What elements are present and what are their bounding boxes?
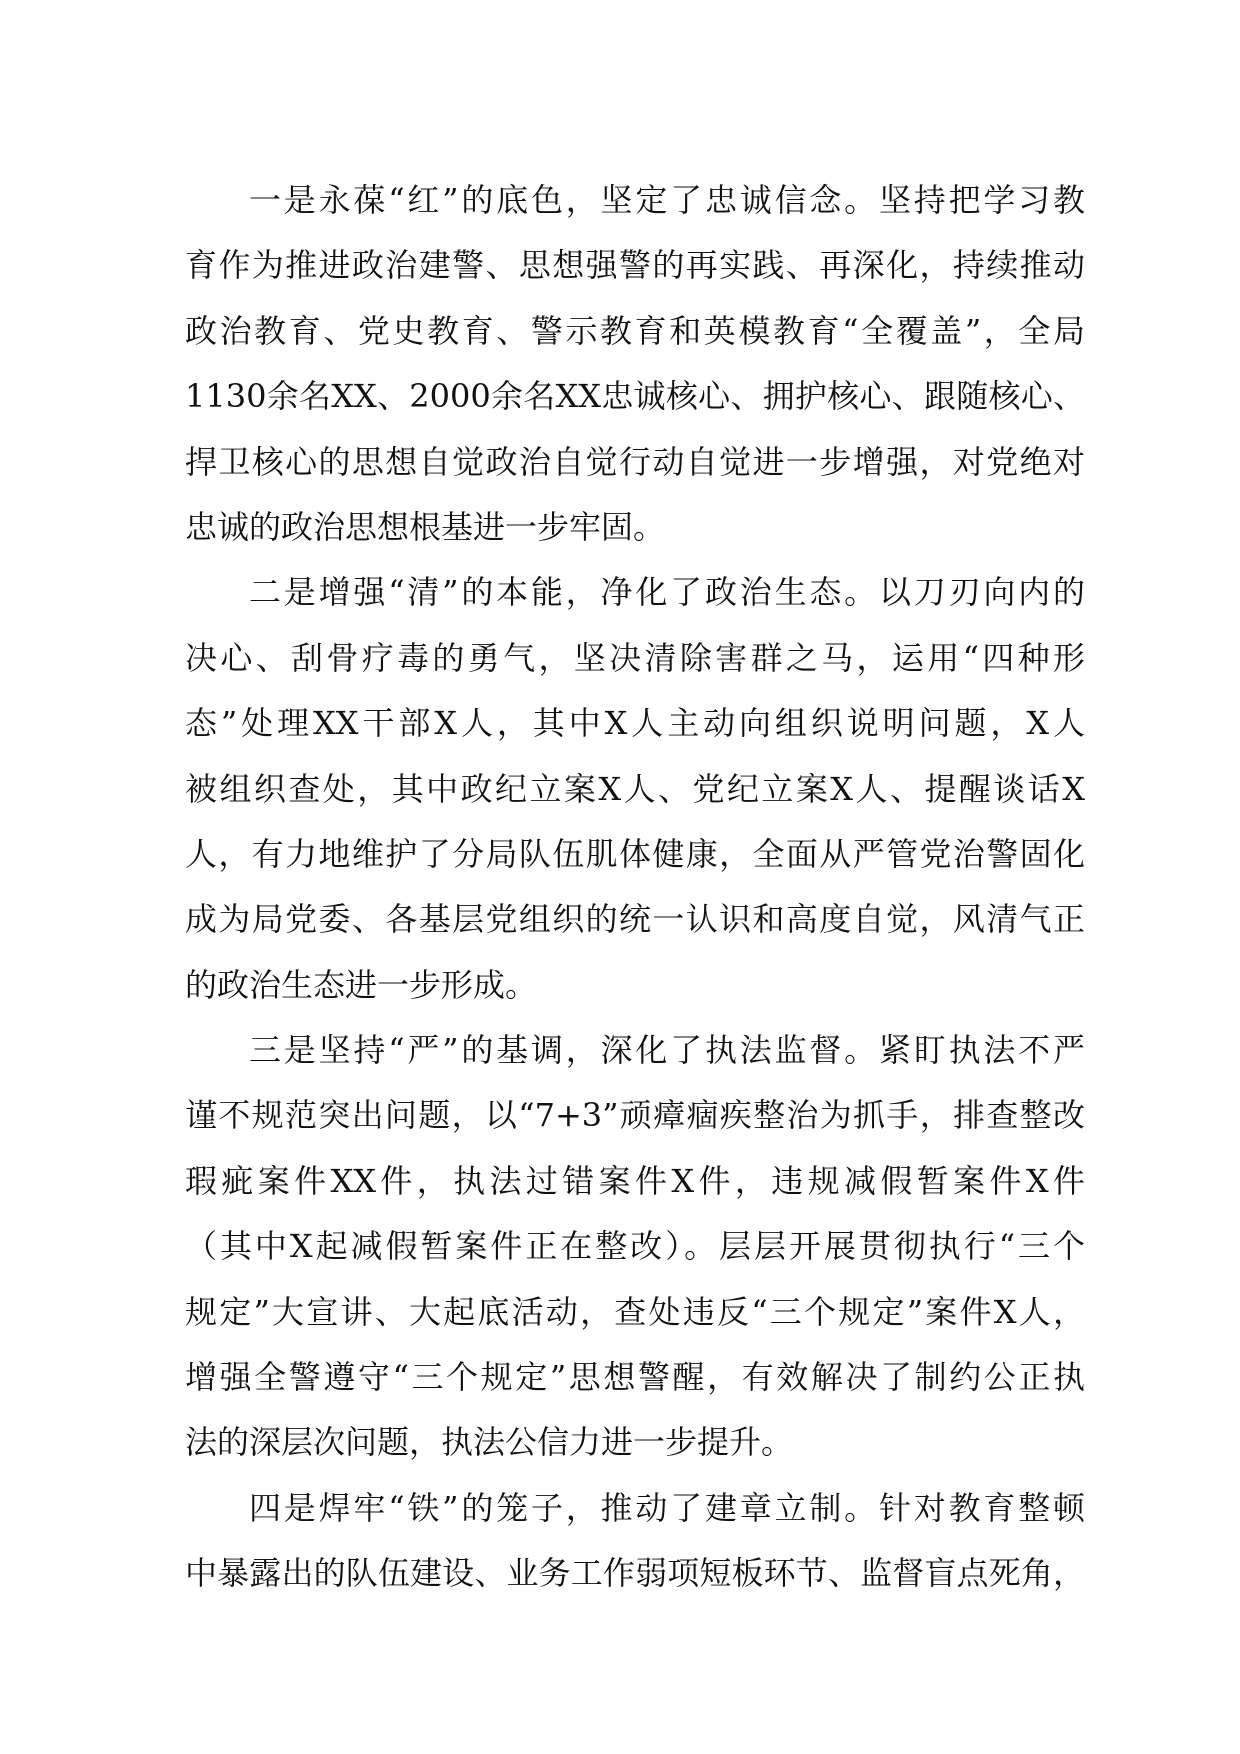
- text-line: 的政治生态进一步形成。: [185, 965, 538, 1004]
- text-line: 一是永葆“红”的底色，坚定了忠诚信念。坚持把学习教: [249, 181, 1085, 219]
- text-line: 人，有力地维护了分局队伍肌体健康，全面从严管党治警固化: [185, 834, 1085, 873]
- text-line: 法的深层次问题，执法公信力进一步提升。: [185, 1423, 794, 1462]
- text-line: 中暴露出的队伍建设、业务工作弱项短板环节、监督盲点死角，: [185, 1554, 1085, 1593]
- document-body: [185, 168, 1085, 1607]
- text-line: 三是坚持“严”的基调，深化了执法监督。紧盯执法不严: [249, 1031, 1085, 1070]
- text-line: 二是增强“清”的本能，净化了政治生态。以刀刃向内的: [249, 573, 1085, 612]
- text-line: 增强全警遵守“三个规定”思想警醒，有效解决了制约公正执: [185, 1358, 1085, 1397]
- paragraph-3: [185, 1018, 1085, 1476]
- text-line: 决心、刮骨疗毒的勇气，坚决清除害群之马，运用“四种形: [185, 638, 1085, 677]
- paragraph-4: [185, 1476, 1085, 1607]
- text-line: 成为局党委、各基层党组织的统一认识和高度自觉，风清气正: [185, 900, 1085, 939]
- text-line: 育作为推进政治建警、思想强警的再实践、再深化，持续推动: [185, 246, 1085, 285]
- text-line: 1130余名XX、2000余名XX忠诚核心、拥护核心、跟随核心、: [185, 377, 1085, 416]
- text-line: 态”处理XX干部X人，其中X人主动向组织说明问题，X人: [185, 704, 1085, 743]
- text-line: 捍卫核心的思想自觉政治自觉行动自觉进一步增强，对党绝对: [185, 442, 1085, 481]
- text-line: 规定”大宣讲、大起底活动，查处违反“三个规定”案件X人，: [185, 1292, 1085, 1331]
- paragraph-1: [185, 168, 1085, 560]
- text-line: 忠诚的政治思想根基进一步牢固。: [185, 507, 666, 546]
- text-line: 瑕疵案件XX件，执法过错案件X件，违规减假暂案件X件: [185, 1161, 1085, 1200]
- paragraph-2: [185, 560, 1085, 1018]
- text-line: 谨不规范突出问题，以“7+3”顽瘴痼疾整治为抓手，排查整改: [185, 1096, 1085, 1135]
- text-line: 政治教育、党史教育、警示教育和英模教育“全覆盖”，全局: [185, 311, 1085, 350]
- text-line: 四是焊牢“铁”的笼子，推动了建章立制。针对教育整顿: [249, 1488, 1085, 1527]
- text-line: （其中X起减假暂案件正在整改）。层层开展贯彻执行“三个: [185, 1227, 1085, 1266]
- text-line: 被组织查处，其中政纪立案X人、党纪立案X人、提醒谈话X: [185, 769, 1085, 808]
